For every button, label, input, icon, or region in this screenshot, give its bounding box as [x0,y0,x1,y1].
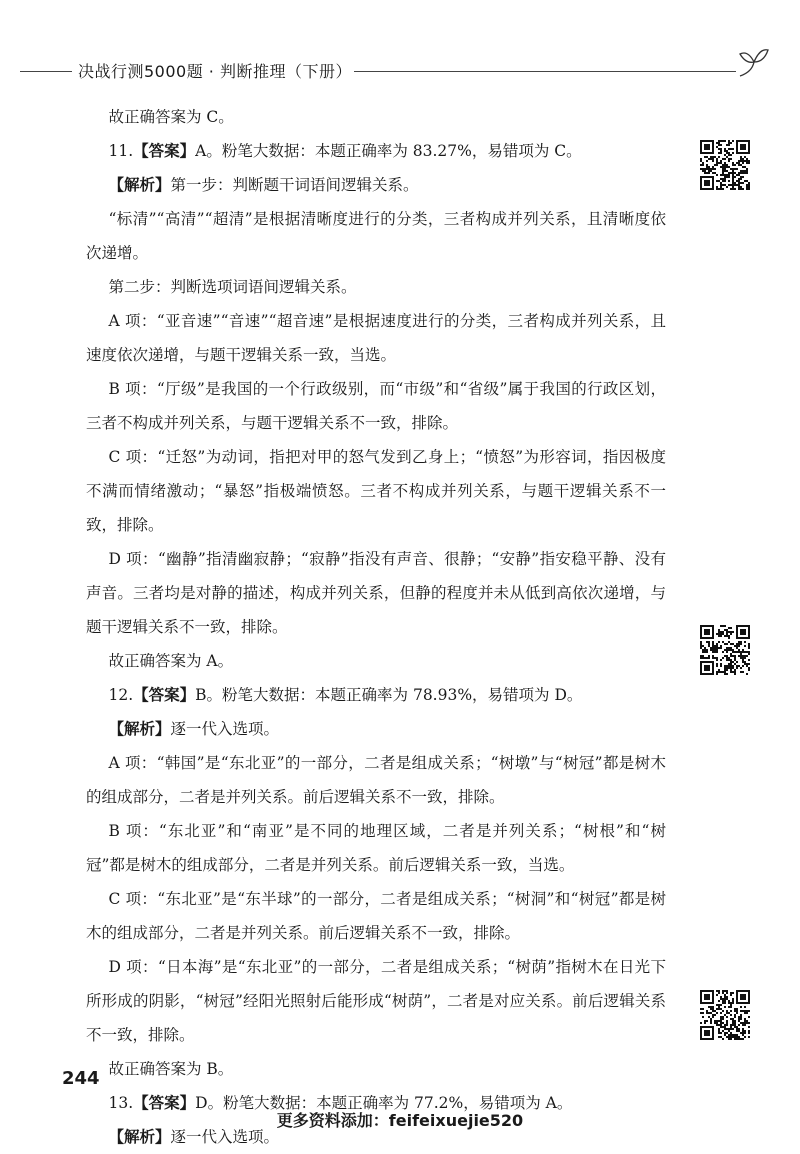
q11-option-a: A 项：“亚音速”“音速”“超音速”是根据速度进行的分类，三者构成并列关系，且速度依次递增，与题干逻辑关系一致，当选。 [86,312,666,364]
header-title: 决战行测5000题 · 判断推理（下册） [78,62,352,81]
q12-analysis-line [86,712,666,746]
answer-tag: 【答案】 [133,142,196,160]
q11-answer-text: A。粉笔大数据：本题正确率为 83.27%，易错项为 C。 [195,142,582,160]
q12-option-c: C 项：“东北亚”是“东半球”的一部分，二者是组成关系；“树洞”和“树冠”都是树木的组成部分，二者是并列关系。前后逻辑关系不一致，排除。 [86,890,666,942]
answer-tag: 【答案】 [133,1094,196,1112]
header-rule-left [20,71,72,72]
sprout-icon [738,42,770,78]
qr-code-icon[interactable] [700,625,750,675]
q12-analysis-text: 逐一代入选项。 [170,720,279,738]
q12-answer-line [86,678,666,712]
q11-number: 11. [108,142,134,160]
q12-conclusion: 故正确答案为 B。 [108,1060,234,1078]
analysis-tag: 【解析】 [108,176,171,194]
analysis-tag: 【解析】 [108,1128,171,1146]
q11-answer-line [86,134,666,168]
qr-code-icon[interactable] [700,990,750,1040]
q13-analysis-text: 逐一代入选项。 [170,1128,279,1146]
q11-analysis-line [86,168,666,202]
paragraph: 第二步：判断选项词语间逻辑关系。 [108,278,357,296]
q12-option-a: A 项：“韩国”是“东北亚”的一部分，二者是组成关系；“树墩”与“树冠”都是树木的组成部分，二者是并列关系。前后逻辑关系不一致，排除。 [86,754,666,806]
q11-conclusion: 故正确答案为 A。 [108,652,234,670]
q12-option-d: D 项：“日本海”是“东北亚”的一部分，二者是组成关系；“树荫”指树木在日光下所形成的阴影，“树冠”经阳光照射后能形成“树荫”，二者是对应关系。前后逻辑关系不一致，排除。 [86,958,666,1044]
header-rule-right [354,71,736,72]
q13-answer-text: D。粉笔大数据：本题正确率为 77.2%，易错项为 A。 [195,1094,573,1112]
page-body [86,100,666,1154]
q11-analysis-text: 第一步：判断题干词语间逻辑关系。 [170,176,419,194]
q11-option-c: C 项：“迁怒”为动词，指把对甲的怒气发到乙身上；“愤怒”为形容词，指因极度不满而情绪激动；“暴怒”指极端愤怒。三者不构成并列关系，与题干逻辑关系不一致，排除。 [86,448,666,534]
analysis-tag: 【解析】 [108,720,171,738]
answer-tag: 【答案】 [133,686,196,704]
qr-code-icon[interactable] [700,140,750,190]
paragraph: 故正确答案为 C。 [108,108,234,126]
q12-number: 12. [108,686,134,704]
running-header [20,56,780,86]
q11-option-b: B 项：“厅级”是我国的一个行政级别，而“市级”和“省级”属于我国的行政区划，三者不构成并列关系，与题干逻辑关系不一致，排除。 [86,380,666,432]
page-number: 244 [62,1068,100,1089]
watermark-text: 更多资料添加：feifeixuejie520 [276,1111,524,1130]
q12-answer-text: B。粉笔大数据：本题正确率为 78.93%，易错项为 D。 [195,686,583,704]
q11-option-d: D 项：“幽静”指清幽寂静；“寂静”指没有声音、很静；“安静”指安稳平静、没有声音。三者均是对静的描述，构成并列关系，但静的程度并未从低到高依次递增，与题干逻辑关系不一致，排除。 [86,550,666,636]
q12-option-b: B 项：“东北亚”和“南亚”是不同的地理区域，二者是并列关系；“树根”和“树冠”都是树木的组成部分，二者是并列关系。前后逻辑关系一致，当选。 [86,822,666,874]
paragraph: “标清”“高清”“超清”是根据清晰度进行的分类，三者构成并列关系，且清晰度依次递增。 [86,210,666,262]
q13-number: 13. [108,1094,134,1112]
